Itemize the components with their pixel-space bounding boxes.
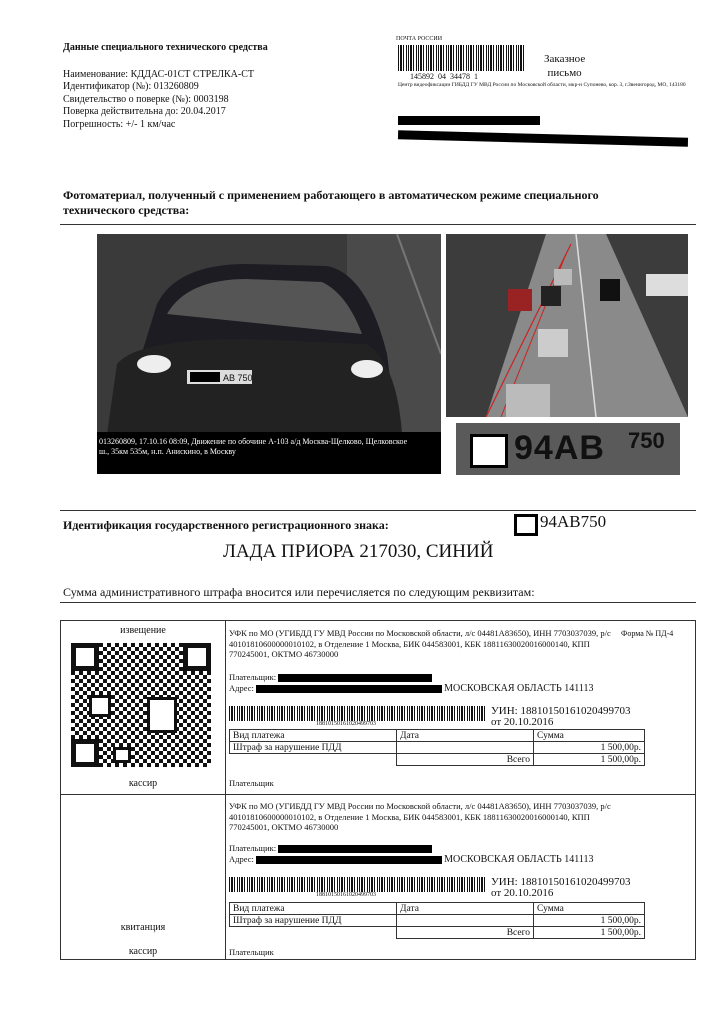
th-type-2: Вид платежа [230, 903, 397, 915]
mail-type [544, 52, 585, 80]
road-image [446, 234, 688, 417]
divider [60, 602, 696, 603]
th-date: Дата [397, 730, 534, 742]
mail-type-line2: письмо [547, 67, 582, 79]
receipt-label: квитанция [120, 922, 166, 933]
recipient-details: УФК по МО (УГИБДД ГУ МВД России по Московской области, л/с 04481А83650), ИНН 7703037039, р/с 40101810600000010102, в Отделение 1 Москва, БИК 044583001, КБК 18811630020016000140, КПП 770245001, ОКТМО 46730000 [229, 628, 611, 659]
car-red [508, 289, 532, 311]
redacted-recipient-2 [398, 130, 688, 147]
payer-footer-bottom: Плательщик [229, 947, 274, 957]
payment-intro: Сумма административного штрафа вносится или перечисляется по следующим реквизитам: [63, 585, 535, 599]
barcode-number: 18810150161020499703 [316, 721, 376, 727]
address-line-2 [229, 854, 594, 865]
photo-section-title: Фотоматериал, полученный с применением работающего в автоматическом режиме специального технического средства: [63, 188, 599, 217]
receipt-horizontal-divider [61, 794, 695, 795]
plate-redaction-small [514, 514, 538, 536]
form-number: Форма № ПД-4 [621, 629, 674, 638]
identification-label: Идентификация государственного регистрационного знака: [63, 518, 389, 532]
row-type-2: Штраф за нарушение ПДД [230, 915, 397, 927]
divider [60, 510, 696, 511]
redacted-payer-2 [278, 845, 432, 853]
address-line [229, 683, 594, 694]
redacted-payer [278, 674, 432, 682]
mail-barcode [398, 45, 524, 71]
redacted-recipient-1 [398, 116, 540, 125]
address-label-2: Адрес: [229, 854, 254, 864]
photo-road-overview [446, 234, 688, 417]
recipient-details-2: УФК по МО (УГИБДД ГУ МВД России по Московской области, л/с 04481А83650), ИНН 7703037039, р/с 40101810600000010102, в Отделение 1 Москва, БИК 044583001, КБК 18811630020016000140, КПП 770245001, ОКТМО 46730000 [229, 801, 611, 832]
qr-code [71, 643, 211, 767]
address-tail: МОСКОВСКАЯ ОБЛАСТЬ 141113 [444, 683, 594, 694]
device-valid-until: Поверка действительна до: 20.04.2017 [63, 106, 226, 117]
device-certificate: Свидетельство о поверке (№): 0003198 [63, 93, 229, 105]
cashier-label-bottom: кассир [128, 946, 158, 957]
plate-closeup-text: AB 750 [223, 373, 253, 383]
mail-block [396, 36, 696, 154]
redacted-address [256, 685, 442, 693]
address-label: Адрес: [229, 683, 254, 693]
payer-label-2: Плательщик: [229, 843, 277, 853]
row-date-2 [397, 915, 534, 927]
row-type: Штраф за нарушение ПДД [230, 742, 397, 754]
row-date [397, 742, 534, 754]
total-amount-2: 1 500,00р. [534, 927, 645, 939]
mail-top-label: ПОЧТА РОССИИ [396, 36, 443, 42]
payment-table-2 [229, 902, 645, 939]
payment-barcode-2 [229, 877, 485, 892]
uin: УИН: 18810150161020499703 [491, 705, 631, 717]
mail-barcode-number: 145892 04 34478 1 [410, 72, 478, 81]
redacted-address-2 [256, 856, 442, 864]
plate-redaction [470, 434, 508, 468]
payer-footer-top: Плательщик [229, 778, 274, 788]
mail-sender: Центр видеофиксации ГИБДД ГУ МВД России по Московской области, мкр-н Супонево, кор. 3, г.Звенигород, МО, 143180 [398, 82, 686, 88]
uin-date: от 20.10.2016 [491, 716, 554, 728]
payment-barcode [229, 706, 485, 721]
plate-crop-number: 94AB [514, 429, 605, 467]
device-name: Наименование: КДДАС-01СТ СТРЕЛКА-СТ [63, 68, 254, 80]
identification-plate: 94AB750 [540, 512, 607, 531]
barcode-number-2: 18810150161020499703 [316, 892, 376, 898]
uin-date-2: от 20.10.2016 [491, 887, 554, 899]
photo-car-closeup [97, 234, 441, 474]
row-amount: 1 500,00р. [534, 742, 645, 754]
vehicle-description: ЛАДА ПРИОРА 217030, СИНИЙ [223, 541, 494, 562]
receipt-form [60, 620, 696, 960]
receipt-vertical-divider [225, 621, 226, 959]
photo-plate-crop [456, 423, 680, 475]
th-type: Вид платежа [230, 730, 397, 742]
address-tail-2: МОСКОВСКАЯ ОБЛАСТЬ 141113 [444, 854, 594, 865]
payer-label: Плательщик: [229, 672, 277, 682]
th-date-2: Дата [397, 903, 534, 915]
cashier-label-top: кассир [128, 778, 158, 789]
th-amount-2: Сумма [534, 903, 645, 915]
total-amount: 1 500,00р. [534, 754, 645, 766]
total-label-2: Всего [397, 927, 534, 939]
uin-2: УИН: 18810150161020499703 [491, 876, 631, 888]
device-identifier: Идентификатор (№): 013260809 [63, 81, 199, 92]
device-error: Погрешность: +/- 1 км/час [63, 118, 176, 130]
mail-type-line1: Заказное [544, 53, 586, 65]
th-amount: Сумма [534, 730, 645, 742]
plate-crop-region: 750 [628, 428, 665, 453]
payment-table [229, 729, 645, 766]
payer-line [229, 672, 432, 682]
device-heading: Данные специального технического средства [63, 42, 268, 53]
divider [60, 224, 696, 225]
row-amount-2: 1 500,00р. [534, 915, 645, 927]
total-label: Всего [397, 754, 534, 766]
payer-line-2 [229, 843, 432, 853]
notice-label: извещение [120, 625, 166, 636]
photo-caption: 013260809, 17.10.16 08:09, Движение по обочине А-103 а/д Москва-Щелково, Щелковское ш., 35км 535м, н.п. Анискино, в Москву [99, 437, 408, 456]
